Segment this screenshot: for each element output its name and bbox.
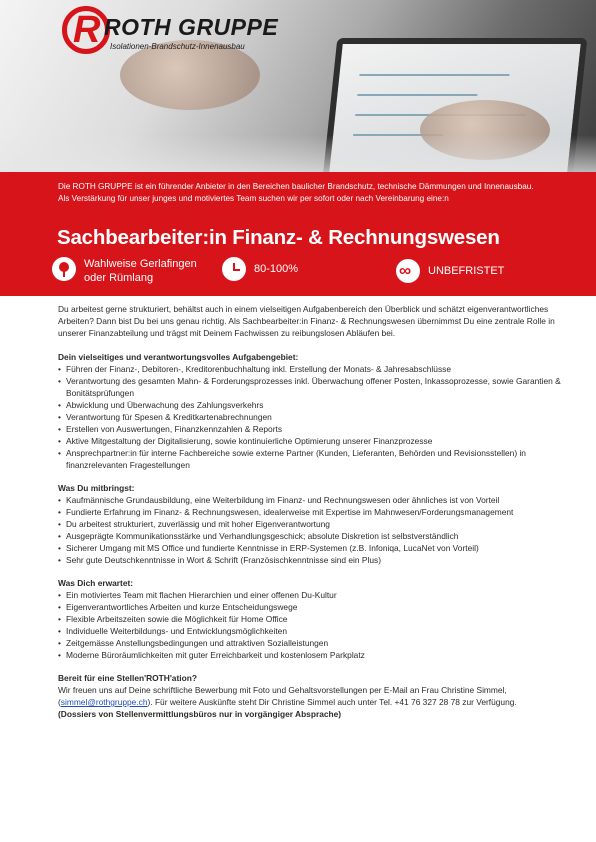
desk-image: [0, 135, 596, 172]
list-item: • Ansprechpartner:in für interne Fachbereiche sowie externe Partner (Kunden, Lieferanten, Behörden und Revisionsstellen) in finanzrelevanten Fragestellungen: [58, 447, 570, 471]
list-item: • Abwicklung und Überwachung des Zahlungsverkehrs: [58, 399, 570, 411]
email-link[interactable]: simmel@rothgruppe.ch: [60, 697, 148, 707]
list-item: • Individuelle Weiterbildungs- und Entwicklungsmöglichkeiten: [58, 625, 570, 637]
profile-heading: Was Du mitbringst:: [58, 483, 135, 493]
list-item: • Ein motiviertes Team mit flachen Hierarchien und einer offenen Du-Kultur: [58, 589, 570, 601]
list-item: • Fundierte Erfahrung im Finanz- & Rechnungswesen, idealerweise mit Expertise im Mahnwesen/Forderungsmanagement: [58, 506, 570, 518]
fact-workload: [222, 257, 298, 281]
contact-text-after: ). Für weitere Auskünfte steht Dir Christine Simmel auch unter Tel. +41 76 327 28 78 zur Verfügung.: [147, 697, 517, 707]
company-intro: Die ROTH GRUPPE ist ein führender Anbieter in den Bereichen baulicher Brandschutz, technische Dämmungen und Innenausbau. Als Verstärkung für unser junges und motiviertes Team suchen wir per sofort oder nach Vereinbarung eine:n: [58, 182, 534, 203]
tasks-list: [58, 363, 570, 471]
contract-text: UNBEFRISTET: [428, 265, 505, 277]
workload-text: 80-100%: [254, 263, 299, 275]
list-item: • Kaufmännische Grundausbildung, eine Weiterbildung im Finanz- und Rechnungswesen oder ähnliches ist von Vorteil: [58, 494, 570, 506]
infinity-icon: ∞: [396, 259, 420, 283]
list-item: • Erstellen von Auswertungen, Finanzkennzahlen & Reports: [58, 423, 570, 435]
job-header-band: [0, 172, 596, 296]
list-item: • Sehr gute Deutschkenntnisse in Wort & Schrift (Französischkenntnisse sind ein Plus): [58, 554, 570, 566]
tasks-heading: Dein vielseitiges und verantwortungsvolles Aufgabengebiet:: [58, 352, 299, 362]
contact-heading: Bereit für eine Stellen'ROTH'ation?: [58, 673, 197, 683]
list-item: • Sicherer Umgang mit MS Office und fundierte Kenntnisse in ERP-Systemen (z.B. Infoniqa, LucaNet von Vorteil): [58, 542, 570, 554]
list-item: • Ausgeprägte Kommunikationsstärke und Verhandlungsgeschick; absolute Diskretion ist selbstverständlich: [58, 530, 570, 542]
list-item: • Verantwortung für Spesen & Kreditkartenabrechnungen: [58, 411, 570, 423]
contact-text-before: Wir freuen uns auf Deine schriftliche Bewerbung mit Foto und Gehaltsvorstellungen per E-Mail an Frau Christine Simmel, (: [58, 685, 507, 707]
intro-paragraph: Du arbeitest gerne strukturiert, behältst auch in einem vielseitigen Aufgabenbereich den Überblick und schätzt eigenverantwortliches Arbeiten? Dann bist Du bei uns genau richtig. Als Sachbearbeiter:in Finanz- & Rechnungswesen übernimmst Du eine zentrale Rolle in unserer Finanzabteilung und trägst mit Deinem Fachwissen zu reibungslosen Abläufen bei.: [58, 304, 555, 338]
fact-location: [52, 257, 197, 285]
list-item: • Flexible Arbeitszeiten sowie die Möglichkeit für Home Office: [58, 613, 570, 625]
list-item: • Aktive Mitgestaltung der Digitalisierung, sowie kontinuierliche Optimierung unserer Finanzprozesse: [58, 435, 570, 447]
location-pin-icon: [52, 257, 76, 281]
list-item: • Verantwortung des gesamten Mahn- & Forderungsprozesses inkl. Überwachung offener Posten, Inkassoprozesse, sowie Garantien & Bonitätsprüfungen: [58, 375, 570, 399]
profile-list: [58, 494, 570, 566]
list-item: • Führen der Finanz-, Debitoren-, Kreditorenbuchhaltung inkl. Erstellung der Monats- & Jahresabschlüsse: [58, 363, 570, 375]
job-description: [58, 303, 570, 720]
list-item: • Zeitgemässe Anstellungsbedingungen und attraktiven Sozialleistungen: [58, 637, 570, 649]
list-item: • Moderne Büroräumlichkeiten mit guter Erreichbarkeit und kostenlosem Parkplatz: [58, 649, 570, 661]
job-title: Sachbearbeiter:in Finanz- & Rechnungswesen: [57, 226, 500, 249]
list-item: • Du arbeitest strukturiert, zuverlässig und mit hoher Eigenverantwortung: [58, 518, 570, 530]
offer-heading: Was Dich erwartet:: [58, 578, 134, 588]
roth-gruppe-logo: [62, 6, 292, 56]
clock-icon: [222, 257, 246, 281]
offer-list: [58, 589, 570, 661]
logo-mark: R: [62, 6, 110, 54]
logo-name: ROTH GRUPPE: [104, 14, 279, 40]
fact-contract: [396, 259, 504, 283]
agency-note: (Dossiers von Stellenvermittlungsbüros nur in vorgängiger Absprache): [58, 709, 342, 719]
location-line-2: oder Rümlang: [84, 272, 154, 284]
logo-tagline: Isolationen-Brandschutz-Innenausbau: [110, 42, 245, 51]
location-line-1: Wahlweise Gerlafingen: [84, 258, 197, 270]
hero-photo: [0, 0, 596, 172]
list-item: • Eigenverantwortliches Arbeiten und kurze Entscheidungswege: [58, 601, 570, 613]
contact-paragraph: [58, 684, 570, 708]
